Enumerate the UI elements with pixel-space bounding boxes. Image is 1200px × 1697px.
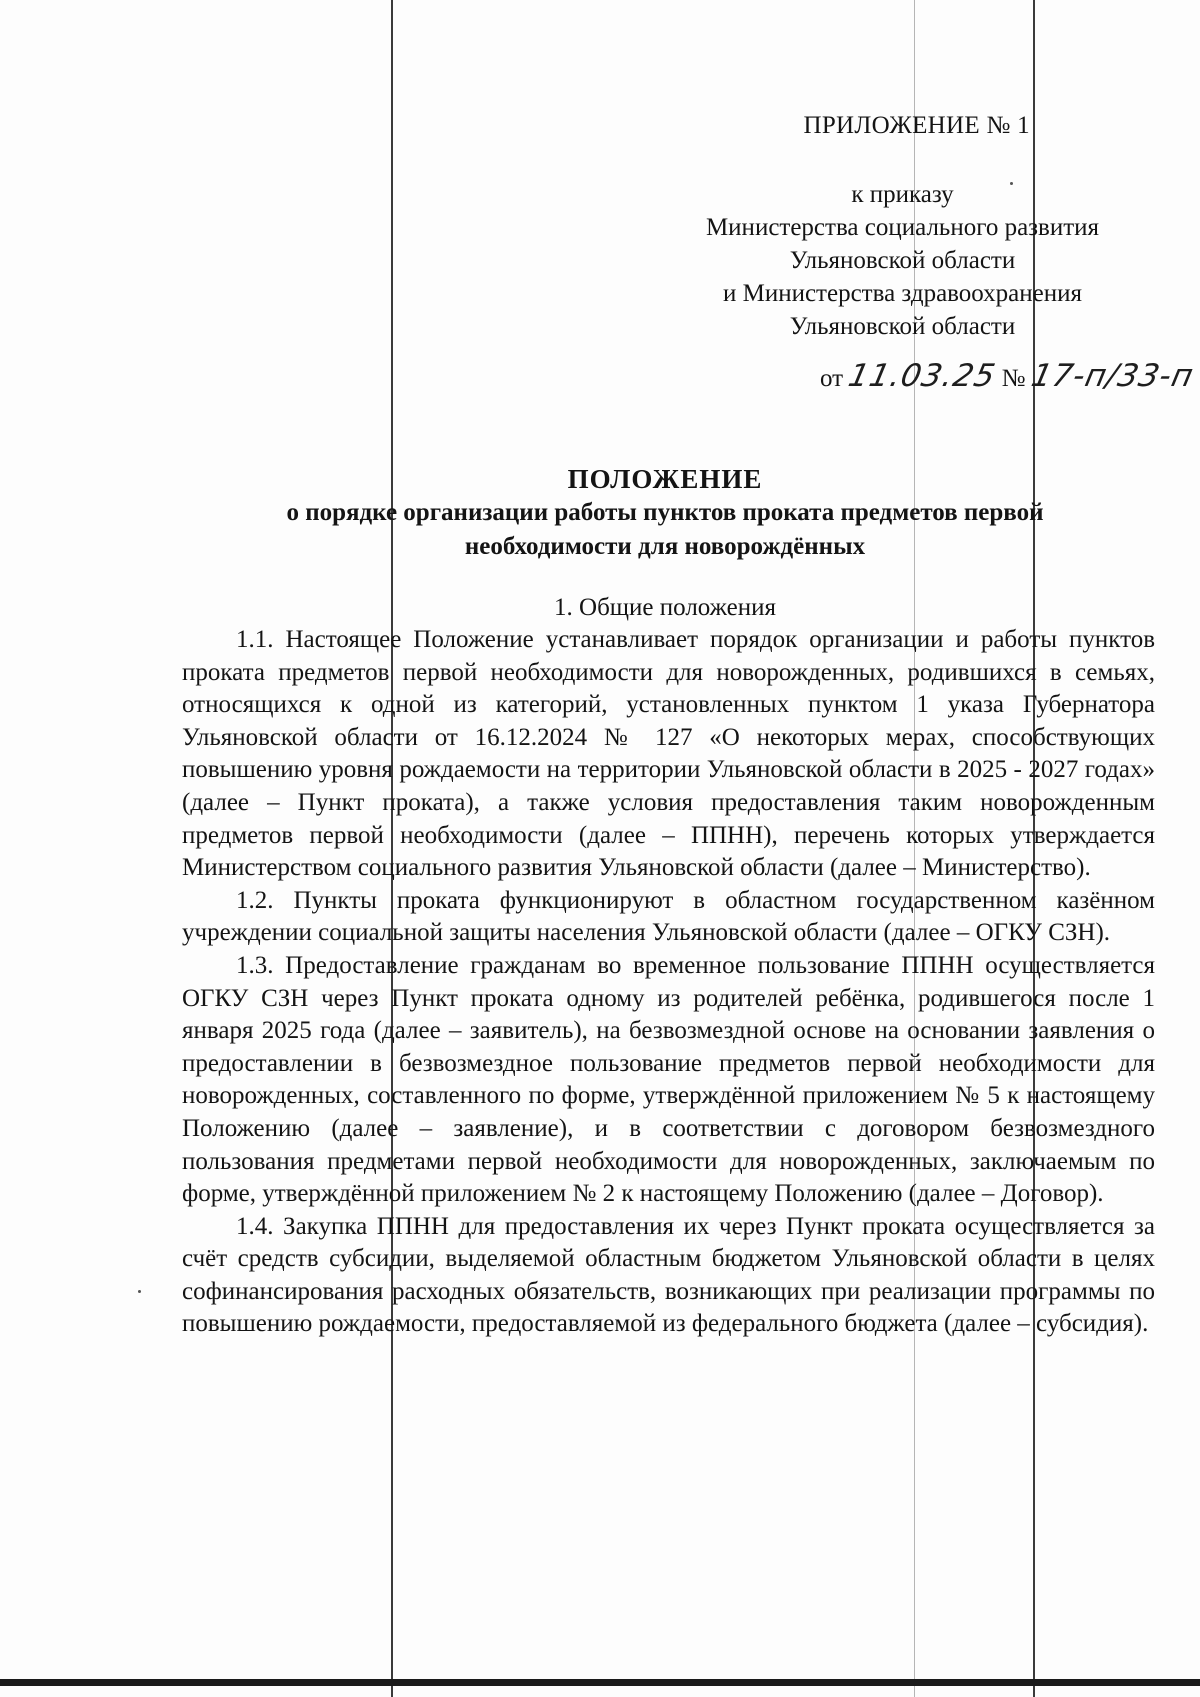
- number-prefix: №: [1001, 365, 1026, 392]
- paragraph: 1.4. Закупка ППНН для предоставления их через Пункт проката осуществляется за счёт средств субсидии, выделяемой областным бюджетом Ульяновской области в целях софинансирования расходных обязательств, возникающих при реализации программы по повышению рождаемости, предоставляемой из федерального бюджета (далее – субсидия).: [182, 1212, 1155, 1338]
- order-line: Министерства социального развития: [705, 214, 1100, 241]
- paragraph: 1.1. Настоящее Положение устанавливает порядок организации и работы пунктов проката предметов первой необходимости для новорожденных, родившихся в семьях, относящихся к одной из категорий, установленных пунктом 1 указа Губернатора Ульяновской области от 16.12.2024 № 127 «О некоторых мерах, способствующих повышению уровня рождаемости на территории Ульяновской области в 2025 - 2027 годах» (далее – Пункт проката), а также условия предоставления таким новорожденным предметов первой необходимости (далее – ППНН), перечень которых утверждается Министерством социального развития Ульяновской области (далее – Министерство).: [182, 626, 1155, 882]
- order-line: Ульяновской области: [789, 247, 1016, 274]
- scan-speck: [138, 1290, 141, 1293]
- handwritten-number: 17-п/33-п: [1027, 358, 1197, 394]
- order-line: и Министерства здравоохранения: [722, 280, 1083, 307]
- document-title: ПОЛОЖЕНИЕ: [567, 464, 763, 494]
- document-heading: [150, 462, 1180, 564]
- handwritten-date: 11.03.25: [845, 358, 1000, 394]
- scan-bottom-border: [0, 1679, 1200, 1686]
- order-date-number: [820, 358, 1197, 394]
- annex-title: ПРИЛОЖЕНИЕ № 1: [803, 112, 1030, 139]
- document-subtitle: о порядке организации работы пунктов проката предметов первой: [286, 499, 1044, 526]
- order-reference: [640, 178, 1165, 343]
- section-heading: 1. Общие положения: [554, 594, 776, 621]
- paragraph: 1.3. Предоставление гражданам во временное пользование ППНН осуществляется ОГКУ СЗН через Пункт проката одному из родителей ребёнка, родившегося после 1 января 2025 года (далее – заявитель), на безвозмездной основе на основании заявления о предоставлении в безвозмездное пользование предметов первой необходимости для новорожденных, составленного по форме, утверждённой приложением № 5 к настоящему Положению (далее – заявление), и в соответствии с договором безвозмездного пользования предметами первой необходимости для новорожденных, заключаемым по форме, утверждённой приложением № 2 к настоящему Положению (далее – Договор).: [182, 951, 1155, 1208]
- document-subtitle: необходимости для новорождённых: [464, 533, 866, 560]
- date-prefix: от: [820, 365, 844, 392]
- paragraph: 1.2. Пункты проката функционируют в областном государственном казённом учреждении социальной защиты населения Ульяновской области (далее – ОГКУ СЗН).: [182, 886, 1155, 947]
- document-body: [182, 624, 1155, 1341]
- order-line: к приказу: [851, 181, 954, 208]
- order-line: Ульяновской области: [789, 313, 1016, 340]
